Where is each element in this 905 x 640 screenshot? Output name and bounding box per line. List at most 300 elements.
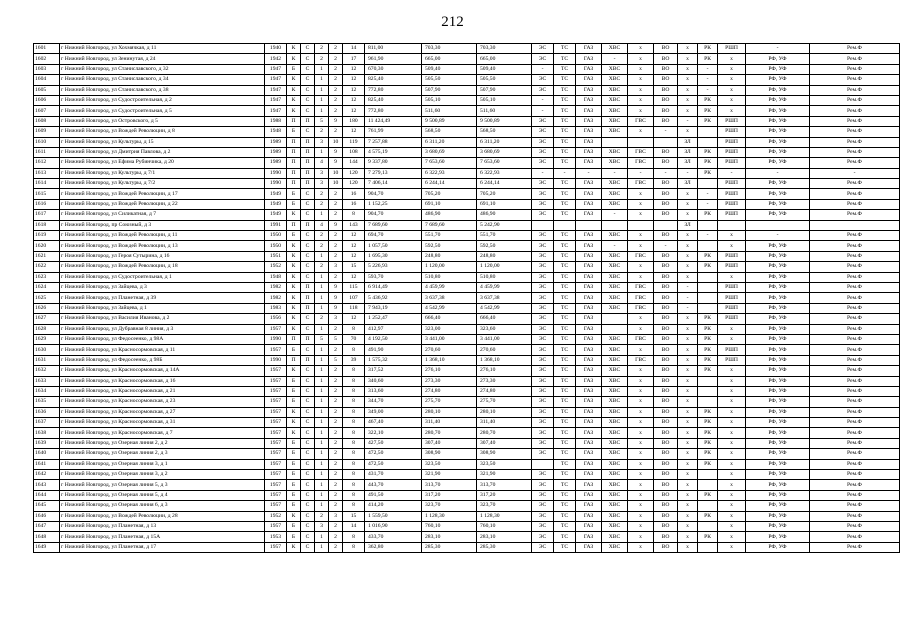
table-row — [34, 137, 900, 147]
cell-category: П — [301, 220, 315, 230]
cell-management: Рем.Ф — [810, 449, 900, 459]
cell-apartments: 12 — [343, 272, 365, 282]
cell-rk — [698, 127, 718, 137]
cell-elevator: ЗЛ — [678, 137, 698, 147]
cell-total-area: 472,50 — [365, 449, 422, 459]
cell-ownership: РФ, УФ — [746, 199, 810, 209]
cell-entrances: 9 — [329, 116, 343, 126]
cell-apartments: 108 — [343, 147, 365, 157]
cell-cold-water: - — [602, 241, 628, 251]
cell-apartments: 8 — [343, 324, 365, 334]
cell-address: г Нижний Новгород, ул Планетная, д 15А — [60, 532, 265, 542]
cell-ownership: РФ, УФ — [746, 418, 810, 428]
cell-management: Рем.Ф — [810, 428, 900, 438]
cell-year: 1947 — [265, 85, 287, 95]
cell-living-area: 9 500,89 — [422, 116, 477, 126]
cell-floors: 1 — [315, 282, 329, 292]
cell-row-number: 1627 — [34, 314, 60, 324]
cell-apartment-area: 7 653,60 — [477, 158, 532, 168]
cell-cold-water: ХВС — [602, 490, 628, 500]
cell-elevator: ЗЛ — [678, 147, 698, 157]
cell-floors: 1 — [315, 324, 329, 334]
cell-heating: ТС — [554, 386, 576, 396]
cell-year: 1957 — [265, 459, 287, 469]
cell-hot-water: х — [628, 241, 654, 251]
cell-category: П — [301, 158, 315, 168]
cell-management: Рем.Ф — [810, 438, 900, 448]
cell-management: Рем.Ф — [810, 314, 900, 324]
cell-floors: 1 — [315, 470, 329, 480]
cell-electricity: ЭС — [532, 438, 554, 448]
cell-drainage: ВО — [654, 179, 678, 189]
cell-row-number: 1639 — [34, 438, 60, 448]
cell-heating: ТС — [554, 251, 576, 261]
cell-hot-water: х — [628, 127, 654, 137]
cell-living-area: 486,90 — [422, 210, 477, 220]
cell-elevator: - — [678, 168, 698, 178]
cell-apartment-area: 6 244,14 — [477, 179, 532, 189]
cell-management: Рем.Ф — [810, 480, 900, 490]
cell-cold-water: ХВС — [602, 231, 628, 241]
cell-management: Рем.Ф — [810, 542, 900, 552]
cell-heating: ТС — [554, 282, 576, 292]
cell-electricity: ЭС — [532, 44, 554, 54]
cell-row-number: 1620 — [34, 241, 60, 251]
cell-electricity: ЭС — [532, 272, 554, 282]
cell-category: С — [301, 272, 315, 282]
cell-living-area: 6 244,14 — [422, 179, 477, 189]
cell-total-area: 811,00 — [365, 44, 422, 54]
cell-living-area: 275,70 — [422, 397, 477, 407]
cell-row-number: 1602 — [34, 54, 60, 64]
cell-address: г Нижний Новгород, ул Вождей Революции, д 13 — [60, 241, 265, 251]
cell-entrances: 3 — [329, 314, 343, 324]
cell-total-area: 772,80 — [365, 85, 422, 95]
cell-floors: 2 — [315, 231, 329, 241]
cell-wall-material: П — [287, 355, 301, 365]
cell-apartment-area: 5 242,90 — [477, 220, 532, 230]
cell-drainage: ВО — [654, 210, 678, 220]
cell-address: г Нижний Новгород, ул Культуры, д 15 — [60, 137, 265, 147]
cell-address: г Нижний Новгород, ул Озерная линия 6, д 3 — [60, 501, 265, 511]
cell-row-number: 1610 — [34, 137, 60, 147]
cell-living-area: 509,40 — [422, 64, 477, 74]
cell-rshp: РШП — [718, 199, 746, 209]
cell-heating: ТС — [554, 127, 576, 137]
cell-hot-water: ГВС — [628, 282, 654, 292]
cell-rk: РК — [698, 44, 718, 54]
cell-category: П — [301, 137, 315, 147]
cell-address: г Нижний Новгород, ул Василия Иванова, д 2 — [60, 314, 265, 324]
cell-heating: ТС — [554, 303, 576, 313]
cell-year: 1957 — [265, 449, 287, 459]
cell-hot-water: ГВС — [628, 303, 654, 313]
cell-entrances: 9 — [329, 282, 343, 292]
cell-hot-water — [628, 220, 654, 230]
cell-address: г Нижний Новгород, ул Озерная линия 5, д 3 — [60, 480, 265, 490]
cell-rk: РК — [698, 158, 718, 168]
cell-rk — [698, 386, 718, 396]
cell-gas: ГАЗ — [576, 64, 602, 74]
cell-total-area: 6 914,49 — [365, 282, 422, 292]
cell-total-area: 772,80 — [365, 106, 422, 116]
cell-management: Рем.Ф — [810, 386, 900, 396]
cell-electricity: ЭС — [532, 511, 554, 521]
cell-category: С — [301, 418, 315, 428]
cell-entrances: 2 — [329, 231, 343, 241]
cell-ownership: РФ, УФ — [746, 449, 810, 459]
cell-gas: ГАЗ — [576, 251, 602, 261]
cell-apartment-area: 507,90 — [477, 85, 532, 95]
cell-address: г Нижний Новгород, ул Вождей Революции, д 8 — [60, 127, 265, 137]
cell-row-number: 1614 — [34, 179, 60, 189]
cell-apartments: 14 — [343, 44, 365, 54]
cell-entrances: 2 — [329, 241, 343, 251]
cell-drainage: ВО — [654, 147, 678, 157]
cell-rshp: РШП — [718, 210, 746, 220]
cell-year: 1952 — [265, 511, 287, 521]
cell-year: 1950 — [265, 241, 287, 251]
cell-total-area: 761,99 — [365, 127, 422, 137]
cell-category: П — [301, 334, 315, 344]
cell-elevator: х — [678, 106, 698, 116]
cell-heating: ТС — [554, 293, 576, 303]
cell-cold-water — [602, 314, 628, 324]
cell-apartment-area: 1 368,10 — [477, 355, 532, 365]
cell-entrances: 10 — [329, 179, 343, 189]
cell-cold-water: ХВС — [602, 272, 628, 282]
cell-floors: 1 — [315, 106, 329, 116]
cell-living-area: 273,30 — [422, 376, 477, 386]
cell-cold-water: ХВС — [602, 106, 628, 116]
cell-living-area: 507,90 — [422, 85, 477, 95]
cell-apartment-area: 486,90 — [477, 210, 532, 220]
cell-heating: ТС — [554, 501, 576, 511]
cell-rk: РК — [698, 345, 718, 355]
cell-total-area: 9 337,80 — [365, 158, 422, 168]
cell-wall-material: Б — [287, 386, 301, 396]
cell-wall-material: К — [287, 511, 301, 521]
cell-category: С — [301, 542, 315, 552]
cell-floors: 2 — [315, 241, 329, 251]
cell-electricity: ЭС — [532, 251, 554, 261]
cell-apartments: 12 — [343, 314, 365, 324]
cell-wall-material: Б — [287, 397, 301, 407]
cell-ownership: РФ, УФ — [746, 459, 810, 469]
cell-floors: 1 — [315, 428, 329, 438]
cell-living-area: 248,80 — [422, 251, 477, 261]
table-row — [34, 470, 900, 480]
cell-apartment-area: 3 637,38 — [477, 293, 532, 303]
cell-address: г Нижний Новгород, ул Зенинутая, д 24 — [60, 54, 265, 64]
cell-wall-material: П — [287, 116, 301, 126]
cell-apartment-area: 505,10 — [477, 95, 532, 105]
cell-elevator: х — [678, 376, 698, 386]
cell-address: г Нижний Новгород, ул Судостроительная, д 1 — [60, 272, 265, 282]
cell-gas: - — [576, 168, 602, 178]
cell-year: 1957 — [265, 386, 287, 396]
cell-hot-water: х — [628, 366, 654, 376]
cell-wall-material: Б — [287, 501, 301, 511]
cell-floors: 1 — [315, 272, 329, 282]
cell-heating: ТС — [554, 210, 576, 220]
cell-management: Рем.Ф — [810, 127, 900, 137]
cell-ownership: РФ, УФ — [746, 147, 810, 157]
cell-floors: 1 — [315, 438, 329, 448]
cell-hot-water: ГВС — [628, 116, 654, 126]
cell-living-area: 313,70 — [422, 480, 477, 490]
cell-management: Рем.Ф — [810, 241, 900, 251]
cell-entrances: 2 — [329, 438, 343, 448]
cell-entrances: 2 — [329, 324, 343, 334]
cell-hot-water: х — [628, 210, 654, 220]
cell-electricity: ЭС — [532, 293, 554, 303]
cell-total-area: 472,50 — [365, 459, 422, 469]
cell-rshp: х — [718, 397, 746, 407]
cell-electricity: ЭС — [532, 75, 554, 85]
table-row — [34, 272, 900, 282]
cell-gas: ГАЗ — [576, 189, 602, 199]
cell-drainage: ВО — [654, 272, 678, 282]
cell-category: П — [301, 355, 315, 365]
cell-rshp: РШП — [718, 137, 746, 147]
cell-elevator: х — [678, 127, 698, 137]
cell-total-area: 7 406,14 — [365, 179, 422, 189]
cell-gas: ГАЗ — [576, 438, 602, 448]
cell-elevator: х — [678, 511, 698, 521]
cell-category: С — [301, 428, 315, 438]
cell-row-number: 1637 — [34, 418, 60, 428]
cell-elevator: х — [678, 449, 698, 459]
cell-wall-material: П — [287, 168, 301, 178]
cell-heating: ТС — [554, 521, 576, 531]
cell-electricity: ЭС — [532, 199, 554, 209]
cell-living-area: 3 441,00 — [422, 334, 477, 344]
cell-cold-water: ХВС — [602, 459, 628, 469]
cell-ownership: РФ, УФ — [746, 521, 810, 531]
cell-rshp: х — [718, 438, 746, 448]
cell-entrances: 2 — [329, 397, 343, 407]
cell-living-area: 276,10 — [422, 366, 477, 376]
cell-row-number: 1630 — [34, 345, 60, 355]
cell-rshp: х — [718, 532, 746, 542]
cell-cold-water: ХВС — [602, 470, 628, 480]
cell-row-number: 1628 — [34, 324, 60, 334]
cell-row-number: 1609 — [34, 127, 60, 137]
cell-total-area: 4 192,50 — [365, 334, 422, 344]
cell-address: г Нижний Новгород, ул Судостроительная, д 2 — [60, 95, 265, 105]
cell-apartments: 8 — [343, 376, 365, 386]
cell-management: Рем.Ф — [810, 54, 900, 64]
cell-year: 1949 — [265, 199, 287, 209]
cell-heating: ТС — [554, 199, 576, 209]
cell-apartment-area: 323,50 — [477, 459, 532, 469]
table-row — [34, 199, 900, 209]
cell-management: Рем.Ф — [810, 303, 900, 313]
cell-electricity: ЭС — [532, 137, 554, 147]
cell-drainage: ВО — [654, 85, 678, 95]
cell-total-area: 313,60 — [365, 386, 422, 396]
cell-year: 1948 — [265, 272, 287, 282]
cell-category: П — [301, 147, 315, 157]
cell-heating: ТС — [554, 470, 576, 480]
cell-hot-water: ГВС — [628, 355, 654, 365]
cell-management: Рем.Ф — [810, 95, 900, 105]
cell-year: 1957 — [265, 397, 287, 407]
cell-heating: ТС — [554, 231, 576, 241]
cell-row-number: 1649 — [34, 542, 60, 552]
cell-category: С — [301, 407, 315, 417]
cell-row-number: 1625 — [34, 293, 60, 303]
cell-wall-material: Б — [287, 521, 301, 531]
cell-total-area: 5 226,93 — [365, 262, 422, 272]
cell-electricity: ЭС — [532, 189, 554, 199]
cell-apartment-area: 551,70 — [477, 231, 532, 241]
table-row — [34, 366, 900, 376]
cell-living-area: 307,40 — [422, 438, 477, 448]
cell-apartment-area: 275,70 — [477, 397, 532, 407]
cell-rshp: х — [718, 75, 746, 85]
cell-elevator: х — [678, 85, 698, 95]
cell-ownership: РФ, УФ — [746, 293, 810, 303]
cell-gas: ГАЗ — [576, 470, 602, 480]
cell-row-number: 1643 — [34, 480, 60, 490]
cell-apartment-area: 321,90 — [477, 470, 532, 480]
cell-entrances: 2 — [329, 95, 343, 105]
cell-year: 1957 — [265, 324, 287, 334]
cell-gas: ГАЗ — [576, 85, 602, 95]
cell-drainage: ВО — [654, 95, 678, 105]
cell-rk: РК — [698, 324, 718, 334]
cell-hot-water: х — [628, 459, 654, 469]
cell-rshp: х — [718, 449, 746, 459]
cell-management: Рем.Ф — [810, 397, 900, 407]
cell-floors: 1 — [315, 407, 329, 417]
cell-address: г Нижний Новгород, ул Дубравная 8 линия, д 3 — [60, 324, 265, 334]
cell-gas: ГАЗ — [576, 127, 602, 137]
cell-rshp: х — [718, 511, 746, 521]
cell-category: С — [301, 44, 315, 54]
cell-living-area: 280,70 — [422, 428, 477, 438]
cell-apartments: 8 — [343, 542, 365, 552]
cell-electricity: ЭС — [532, 345, 554, 355]
table-body — [34, 44, 900, 553]
cell-elevator: х — [678, 407, 698, 417]
cell-heating: ТС — [554, 262, 576, 272]
cell-cold-water: ХВС — [602, 428, 628, 438]
cell-cold-water: ХВС — [602, 147, 628, 157]
cell-management: Рем.Ф — [810, 179, 900, 189]
cell-apartment-area: 323,70 — [477, 501, 532, 511]
cell-row-number: 1619 — [34, 231, 60, 241]
cell-wall-material: Б — [287, 459, 301, 469]
cell-category: С — [301, 470, 315, 480]
table-row — [34, 127, 900, 137]
cell-ownership: РФ, УФ — [746, 262, 810, 272]
cell-row-number: 1646 — [34, 511, 60, 521]
cell-row-number: 1617 — [34, 210, 60, 220]
cell-apartment-area: 705,20 — [477, 189, 532, 199]
cell-living-area: 274,80 — [422, 386, 477, 396]
cell-category: С — [301, 449, 315, 459]
cell-rk: - — [698, 64, 718, 74]
cell-entrances: 2 — [329, 459, 343, 469]
cell-gas: ГАЗ — [576, 179, 602, 189]
cell-year: 1957 — [265, 490, 287, 500]
cell-category: С — [301, 324, 315, 334]
cell-gas: ГАЗ — [576, 407, 602, 417]
cell-rshp — [718, 220, 746, 230]
cell-ownership: РФ, УФ — [746, 386, 810, 396]
cell-rk — [698, 272, 718, 282]
cell-elevator: х — [678, 54, 698, 64]
cell-wall-material: К — [287, 418, 301, 428]
cell-rshp: х — [718, 407, 746, 417]
cell-year: 1989 — [265, 147, 287, 157]
cell-address: г Нижний Новгород, ул Героя Сутырина, д 16 — [60, 251, 265, 261]
cell-year: 1990 — [265, 179, 287, 189]
cell-management: Рем.Ф — [810, 407, 900, 417]
cell-ownership: РФ, УФ — [746, 438, 810, 448]
cell-wall-material: Б — [287, 345, 301, 355]
cell-cold-water: ХВС — [602, 262, 628, 272]
cell-electricity: ЭС — [532, 210, 554, 220]
cell-ownership: РФ, УФ — [746, 137, 810, 147]
cell-electricity: ЭС — [532, 116, 554, 126]
cell-cold-water: ХВС — [602, 511, 628, 521]
cell-gas: ГАЗ — [576, 418, 602, 428]
cell-floors: 1 — [315, 459, 329, 469]
cell-total-area: 694,70 — [365, 231, 422, 241]
cell-wall-material: П — [287, 334, 301, 344]
cell-year: 1957 — [265, 376, 287, 386]
cell-living-area: 311,40 — [422, 418, 477, 428]
cell-year: 1942 — [265, 54, 287, 64]
cell-heating — [554, 220, 576, 230]
cell-rk: РК — [698, 532, 718, 542]
cell-wall-material: К — [287, 85, 301, 95]
cell-apartment-area: 273,30 — [477, 376, 532, 386]
cell-rk: РК — [698, 168, 718, 178]
cell-gas: ГАЗ — [576, 158, 602, 168]
cell-management: Рем.Ф — [810, 501, 900, 511]
cell-electricity: ЭС — [532, 501, 554, 511]
cell-rshp: х — [718, 386, 746, 396]
cell-cold-water: ХВС — [602, 480, 628, 490]
cell-total-area: 1 559,50 — [365, 511, 422, 521]
cell-year: 1982 — [265, 293, 287, 303]
cell-elevator: х — [678, 480, 698, 490]
cell-rk — [698, 293, 718, 303]
cell-rk — [698, 376, 718, 386]
cell-year: 1982 — [265, 282, 287, 292]
cell-rk: РК — [698, 251, 718, 261]
cell-address: г Нижний Новгород, ул Островского, д 5 — [60, 116, 265, 126]
cell-address: г Нижний Новгород, ул Озерная линия 2, д 3 — [60, 449, 265, 459]
cell-wall-material: К — [287, 75, 301, 85]
cell-category: С — [301, 532, 315, 542]
cell-elevator: х — [678, 272, 698, 282]
cell-living-area: 511,60 — [422, 106, 477, 116]
cell-category: С — [301, 386, 315, 396]
cell-address: г Нижний Новгород, ул Красносормовская, д 7 — [60, 428, 265, 438]
cell-gas: ГАЗ — [576, 147, 602, 157]
cell-living-area: 323,70 — [422, 501, 477, 511]
cell-ownership: РФ, УФ — [746, 511, 810, 521]
cell-living-area: 283,10 — [422, 532, 477, 542]
cell-ownership: - — [746, 231, 810, 241]
cell-row-number: 1642 — [34, 470, 60, 480]
